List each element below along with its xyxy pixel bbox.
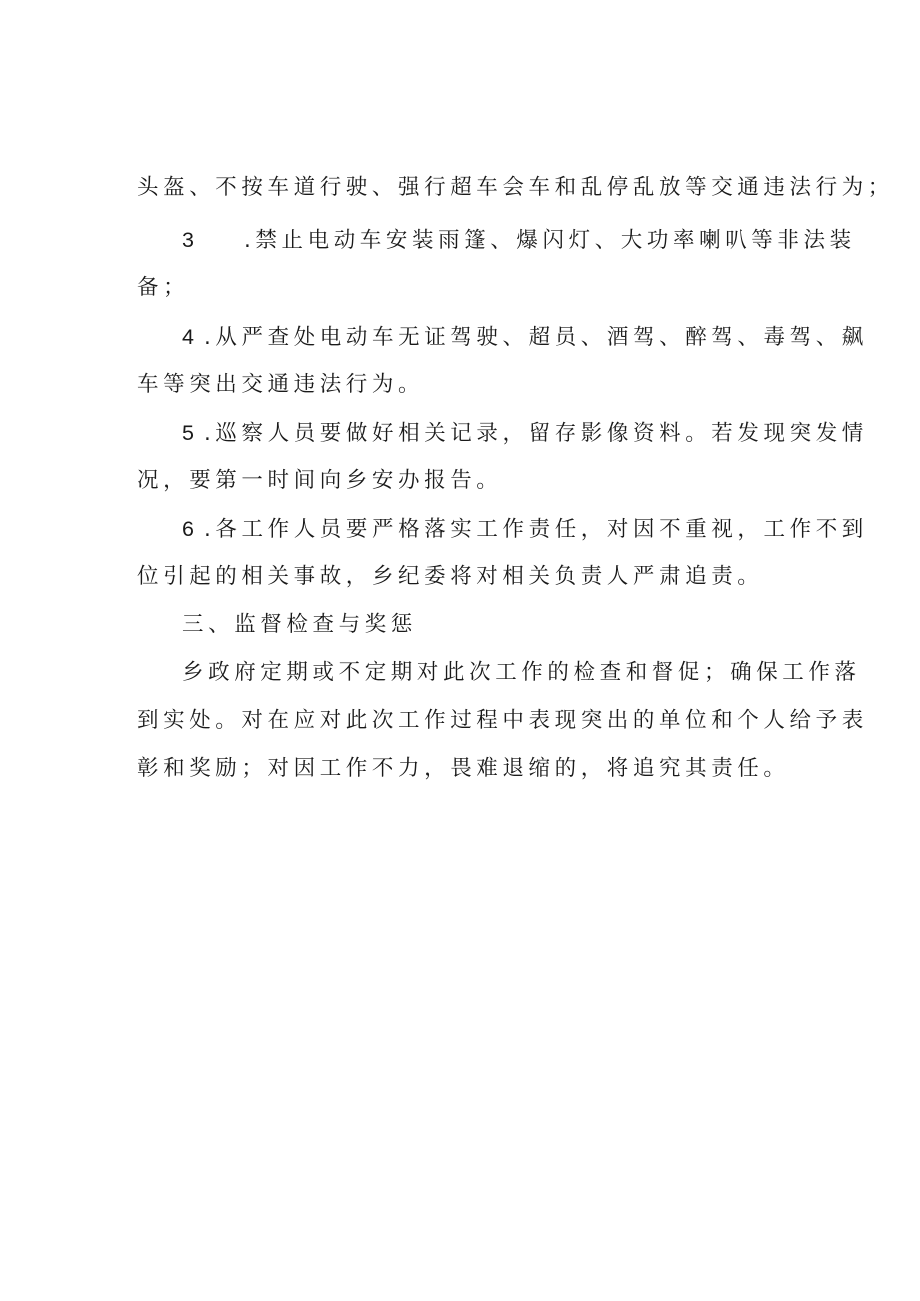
- list-item-5: [182, 418, 868, 449]
- line-text: 备；: [137, 275, 190, 300]
- line-text: .从严查处电动车无证驾驶、超员、酒驾、醉驾、毒驾、飙: [203, 325, 868, 350]
- line-text: 乡政府定期或不定期对此次工作的检查和督促；确保工作落: [182, 660, 861, 685]
- list-number: 5: [182, 421, 194, 445]
- paragraph-line: [137, 706, 868, 736]
- line-text: 车等突出交通违法行为。: [137, 372, 425, 397]
- list-number: 4: [182, 325, 194, 349]
- heading-text: 三、监督检查与奖惩: [182, 612, 417, 637]
- line-text: 头盔、不按车道行驶、强行超车会车和乱停乱放等交通违法行为；: [137, 175, 894, 200]
- line-text: .各工作人员要严格落实工作责任，对因不重视，工作不到: [203, 517, 868, 542]
- line-text: 位引起的相关事故，乡纪委将对相关负责人严肃追责。: [137, 564, 764, 589]
- line-text: 到实处。对在应对此次工作过程中表现突出的单位和个人给予表: [137, 708, 868, 733]
- list-item-4: [182, 322, 868, 353]
- line-text: .禁止电动车安装雨篷、爆闪灯、大功率喇叭等非法装: [243, 228, 856, 253]
- list-number: 3: [182, 228, 194, 252]
- section-heading: [182, 610, 787, 640]
- line-text: 彰和奖励；对因工作不力，畏难退缩的，将追究其责任。: [137, 756, 790, 781]
- list-item-6: [182, 514, 868, 545]
- paragraph-line: [182, 658, 861, 688]
- list-item-5-continuation: [137, 466, 787, 496]
- list-item-3: [182, 225, 856, 256]
- paragraph-line-continuation: [137, 173, 894, 203]
- line-text: 况，要第一时间向乡安办报告。: [137, 468, 503, 493]
- list-item-4-continuation: [137, 370, 787, 400]
- list-number: 6: [182, 517, 194, 541]
- list-item-6-continuation: [137, 562, 787, 592]
- list-item-3-continuation: [137, 273, 787, 303]
- line-text: .巡察人员要做好相关记录，留存影像资料。若发现突发情: [203, 421, 868, 446]
- paragraph-line: [137, 754, 790, 784]
